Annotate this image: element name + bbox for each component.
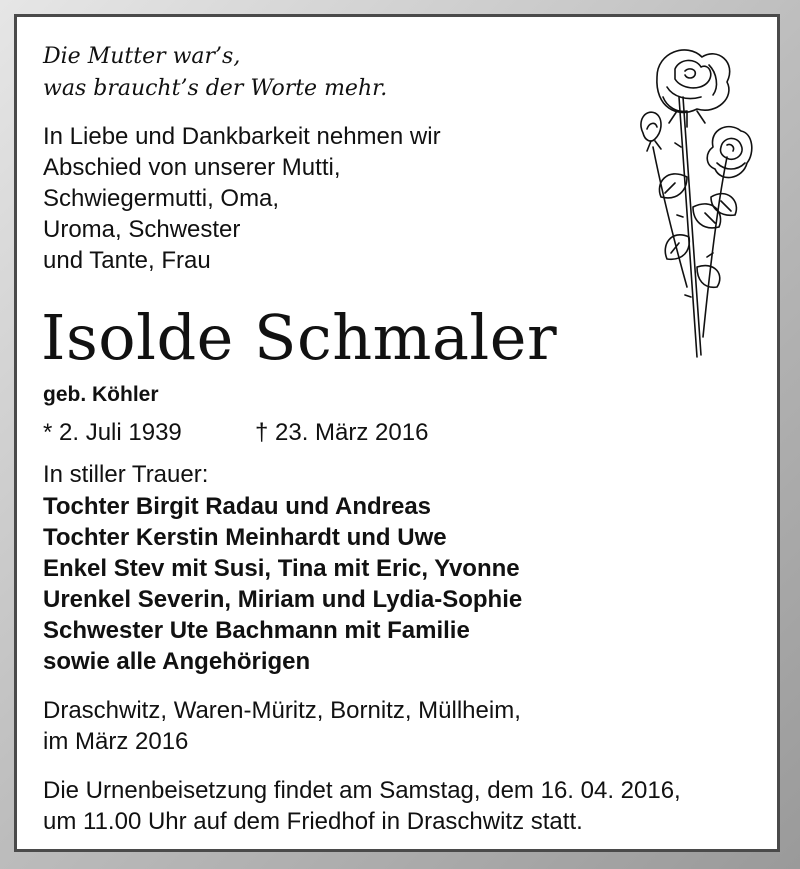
funeral-line-2: um 11.00 Uhr auf dem Friedhof in Draschwitz statt. [43,808,583,835]
place-line-2: im März 2016 [43,728,189,755]
obituary-card [14,14,780,852]
quote-line-1: Die Mutter war’s, [43,44,241,69]
intro-line-3: Schwiegermutti, Oma, [43,185,280,212]
mourner-line: Tochter Kerstin Meinhardt und Uwe [43,524,447,551]
birth-date: * 2. Juli 1939 [43,419,182,446]
mourner-line: sowie alle Angehörigen [43,648,311,675]
mourners-heading: In stiller Trauer: [43,461,209,488]
quote-line-2: was braucht’s der Worte mehr. [43,76,388,101]
intro-line-5: und Tante, Frau [43,247,211,274]
birth-name: geb. Köhler [43,383,159,406]
rose-illustration-icon [617,37,757,367]
intro-line-4: Uroma, Schwester [43,216,241,243]
mourner-line: Enkel Stev mit Susi, Tina mit Eric, Yvonne [43,555,520,582]
deceased-name: Isolde Schmaler [41,301,558,374]
funeral-line-1: Die Urnenbeisetzung findet am Samstag, dem 16. 04. 2016, [43,777,681,804]
mourner-line: Tochter Birgit Radau und Andreas [43,493,432,520]
mourner-line: Schwester Ute Bachmann mit Familie [43,617,470,644]
death-date: † 23. März 2016 [255,419,429,446]
intro-line-1: In Liebe und Dankbarkeit nehmen wir [43,123,441,150]
place-line-1: Draschwitz, Waren-Müritz, Bornitz, Müllheim, [43,697,521,724]
intro-line-2: Abschied von unserer Mutti, [43,154,341,181]
mourner-line: Urenkel Severin, Miriam und Lydia-Sophie [43,586,523,613]
